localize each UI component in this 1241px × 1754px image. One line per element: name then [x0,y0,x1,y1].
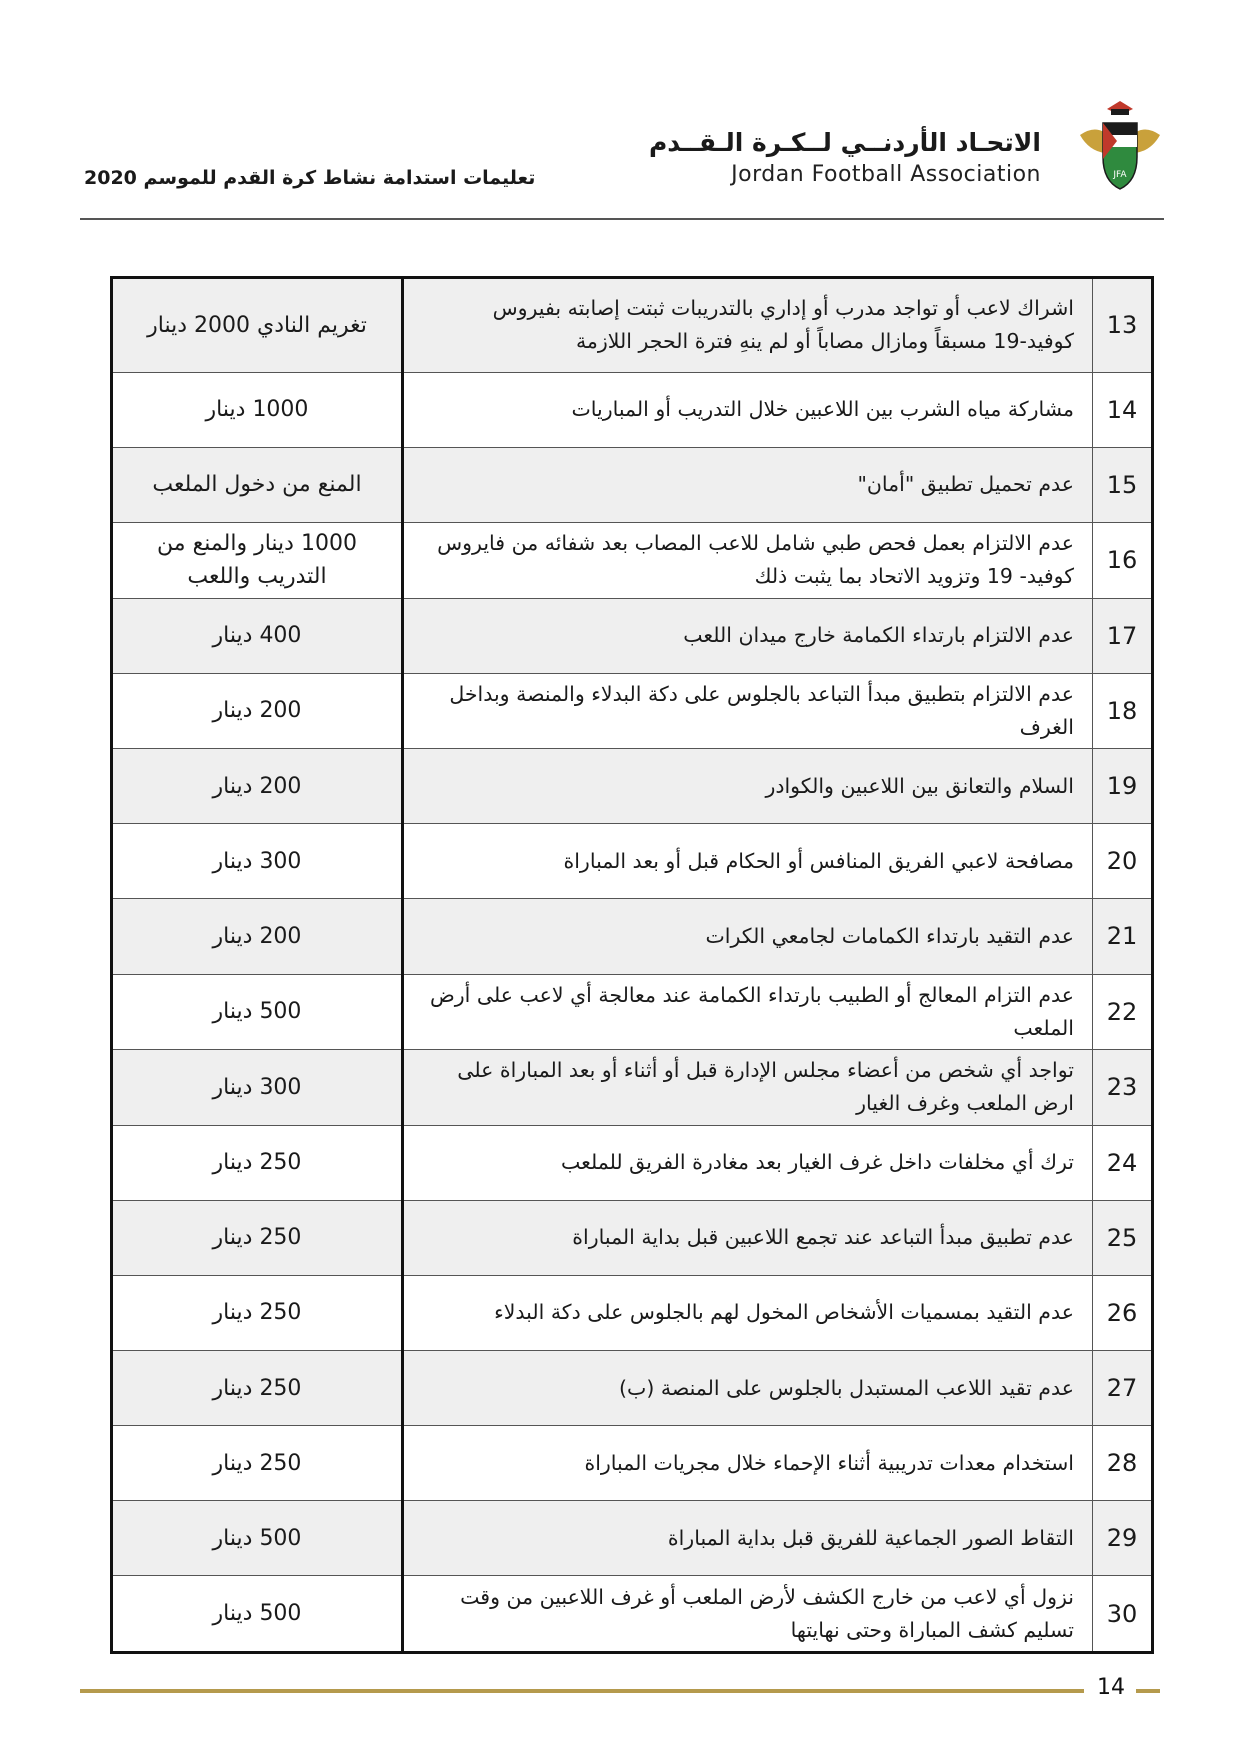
table-row [112,1426,1153,1501]
row-number: 14 [1093,372,1153,447]
row-number: 29 [1093,1501,1153,1576]
document-title: تعليمات استدامة نشاط كرة القدم للموسم 2020 [84,167,536,189]
table-row [112,1576,1153,1653]
violation-description: عدم الالتزام بعمل فحص طبي شامل للاعب المصاب بعد شفائه من فايروس كوفيد- 19 وتزويد الاتحاد بما يثبت ذلك [403,522,1093,598]
table-row [112,1350,1153,1425]
violations-table-body [112,278,1153,1653]
row-number: 15 [1093,447,1153,522]
penalty-amount: 400 دينار [112,598,403,673]
violation-description: ترك أي مخلفات داخل غرف الغيار بعد مغادرة الفريق للملعب [403,1125,1093,1200]
penalty-amount: 300 دينار [112,824,403,899]
table-row [112,824,1153,899]
page-header [0,0,1241,230]
table-row [112,974,1153,1050]
violation-description: عدم الالتزام بتطبيق مبدأ التباعد بالجلوس على دكة البدلاء والمنصة وبداخل الغرف [403,673,1093,749]
row-number: 21 [1093,899,1153,974]
footer-rule-right [1136,1689,1160,1693]
row-number: 17 [1093,598,1153,673]
row-number: 26 [1093,1275,1153,1350]
violation-description: استخدام معدات تدريبية أثناء الإحماء خلال مجريات المباراة [403,1426,1093,1501]
penalty-amount: 1000 دينار والمنع من التدريب واللعب [112,522,403,598]
violation-description: تواجد أي شخص من أعضاء مجلس الإدارة قبل أو أثناء أو بعد المباراة على ارض الملعب وغرف الغيار [403,1050,1093,1126]
table-row [112,749,1153,824]
table-row [112,899,1153,974]
table-row [112,1125,1153,1200]
violation-description: عدم التزام المعالج أو الطبيب بارتداء الكمامة عند معالجة أي لاعب على أرض الملعب [403,974,1093,1050]
table-row [112,278,1153,373]
penalty-amount: 300 دينار [112,1050,403,1126]
table-row [112,447,1153,522]
row-number: 28 [1093,1426,1153,1501]
penalty-amount: 250 دينار [112,1200,403,1275]
row-number: 30 [1093,1576,1153,1653]
penalty-amount: 250 دينار [112,1125,403,1200]
penalty-amount: 200 دينار [112,673,403,749]
violation-description: عدم تحميل تطبيق "أمان" [403,447,1093,522]
penalty-amount: 250 دينار [112,1275,403,1350]
row-number: 16 [1093,522,1153,598]
violation-description: عدم التقيد بارتداء الكمامات لجامعي الكرات [403,899,1093,974]
violations-table [110,276,1154,1654]
table-row [112,522,1153,598]
row-number: 23 [1093,1050,1153,1126]
table-row [112,1050,1153,1126]
penalty-amount: 250 دينار [112,1426,403,1501]
row-number: 19 [1093,749,1153,824]
table-row [112,673,1153,749]
penalty-amount: 200 دينار [112,749,403,824]
row-number: 27 [1093,1350,1153,1425]
penalty-amount: 1000 دينار [112,372,403,447]
penalty-amount: 200 دينار [112,899,403,974]
penalty-amount: 500 دينار [112,1576,403,1653]
violation-description: مصافحة لاعبي الفريق المنافس أو الحكام قبل أو بعد المباراة [403,824,1093,899]
penalty-amount: 500 دينار [112,974,403,1050]
jfa-logo [1075,95,1165,195]
violation-description: اشراك لاعب أو تواجد مدرب أو إداري بالتدريبات ثبتت إصابته بفيروس كوفيد-19 مسبقاً ومازال مصاباً أو لم ينهِ فترة الحجر اللازمة [403,278,1093,373]
violation-description: عدم تقيد اللاعب المستبدل بالجلوس على المنصة (ب) [403,1350,1093,1425]
violation-description: نزول أي لاعب من خارج الكشف لأرض الملعب أو غرف اللاعبين من وقت تسليم كشف المباراة وحتى نهايتها [403,1576,1093,1653]
violation-description: عدم التقيد بمسميات الأشخاص المخول لهم بالجلوس على دكة البدلاء [403,1275,1093,1350]
logo-text: JFA [1113,170,1127,180]
table-row [112,1501,1153,1576]
penalty-amount: 500 دينار [112,1501,403,1576]
penalty-amount: تغريم النادي 2000 دينار [112,278,403,373]
table-row [112,598,1153,673]
row-number: 24 [1093,1125,1153,1200]
violation-description: عدم الالتزام بارتداء الكمامة خارج ميدان اللعب [403,598,1093,673]
penalty-amount: المنع من دخول الملعب [112,447,403,522]
org-name-english: Jordan Football Association [731,162,1041,187]
row-number: 18 [1093,673,1153,749]
table-row [112,1200,1153,1275]
violation-description: التقاط الصور الجماعية للفريق قبل بداية المباراة [403,1501,1093,1576]
page-number: 14 [1097,1675,1125,1700]
org-name-arabic: الاتحـاد الأردنــي لــكـرة الـقــدم [648,128,1041,157]
row-number: 20 [1093,824,1153,899]
footer-rule-left [80,1689,1084,1693]
violation-description: عدم تطبيق مبدأ التباعد عند تجمع اللاعبين قبل بداية المباراة [403,1200,1093,1275]
violation-description: السلام والتعانق بين اللاعبين والكوادر [403,749,1093,824]
row-number: 22 [1093,974,1153,1050]
table-row [112,1275,1153,1350]
table-row [112,372,1153,447]
row-number: 13 [1093,278,1153,373]
header-divider [80,218,1164,220]
penalty-amount: 250 دينار [112,1350,403,1425]
row-number: 25 [1093,1200,1153,1275]
violation-description: مشاركة مياه الشرب بين اللاعبين خلال التدريب أو المباريات [403,372,1093,447]
